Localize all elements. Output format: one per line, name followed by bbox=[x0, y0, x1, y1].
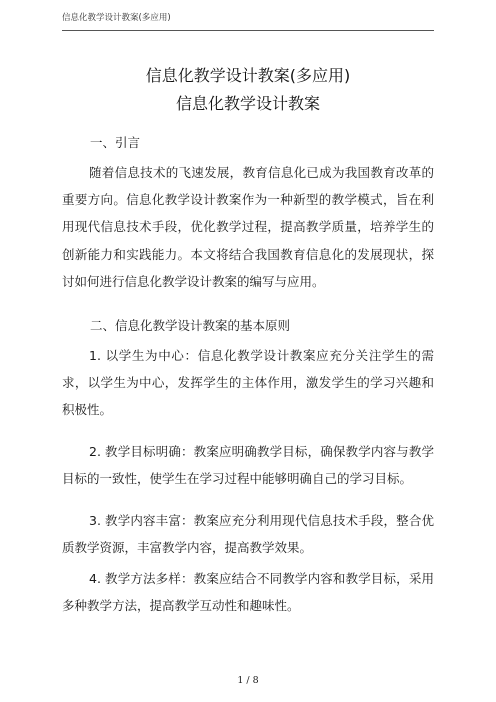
paragraph-principle-1: 1. 以学生为中心：信息化教学设计教案应充分关注学生的需求，以学生为中心，发挥学生的主体作用，激发学生的学习兴趣和积极性。 bbox=[62, 348, 434, 418]
page-number: 1 / 8 bbox=[237, 675, 259, 686]
paragraph-principle-2: 2. 教学目标明确：教案应明确教学目标，确保教学内容与教学目标的一致性，使学生在学习过程中能够明确自己的学习目标。 bbox=[62, 444, 434, 487]
running-header bbox=[62, 12, 434, 31]
running-header-title: 信息化教学设计教案(多应用) bbox=[62, 13, 171, 23]
paragraph-intro: 随着信息技术的飞速发展，教育信息化已成为我国教育改革的重要方向。信息化教学设计教案作为一种新型的教学模式，旨在利用现代信息技术手段，优化教学过程，提高教学质量，培养学生的创新能力和实践能力。本文将结合我国教育信息化的发展现状，探讨如何进行信息化教学设计教案的编写与应用。 bbox=[62, 165, 434, 289]
document-title: 信息化教学设计教案(多应用) bbox=[145, 66, 351, 85]
section-heading-principles: 二、信息化教学设计教案的基本原则 bbox=[90, 318, 291, 333]
paragraph-principle-4: 4. 教学方法多样：教案应结合不同教学内容和教学目标，采用多种教学方法，提高教学互动性和趣味性。 bbox=[62, 571, 434, 614]
section-heading-intro: 一、引言 bbox=[90, 135, 141, 150]
document-subtitle: 信息化教学设计教案 bbox=[175, 94, 320, 113]
paragraph-principle-3: 3. 教学内容丰富：教案应充分利用现代信息技术手段，整合优质教学资源，丰富教学内容，提高教学效果。 bbox=[62, 513, 434, 556]
